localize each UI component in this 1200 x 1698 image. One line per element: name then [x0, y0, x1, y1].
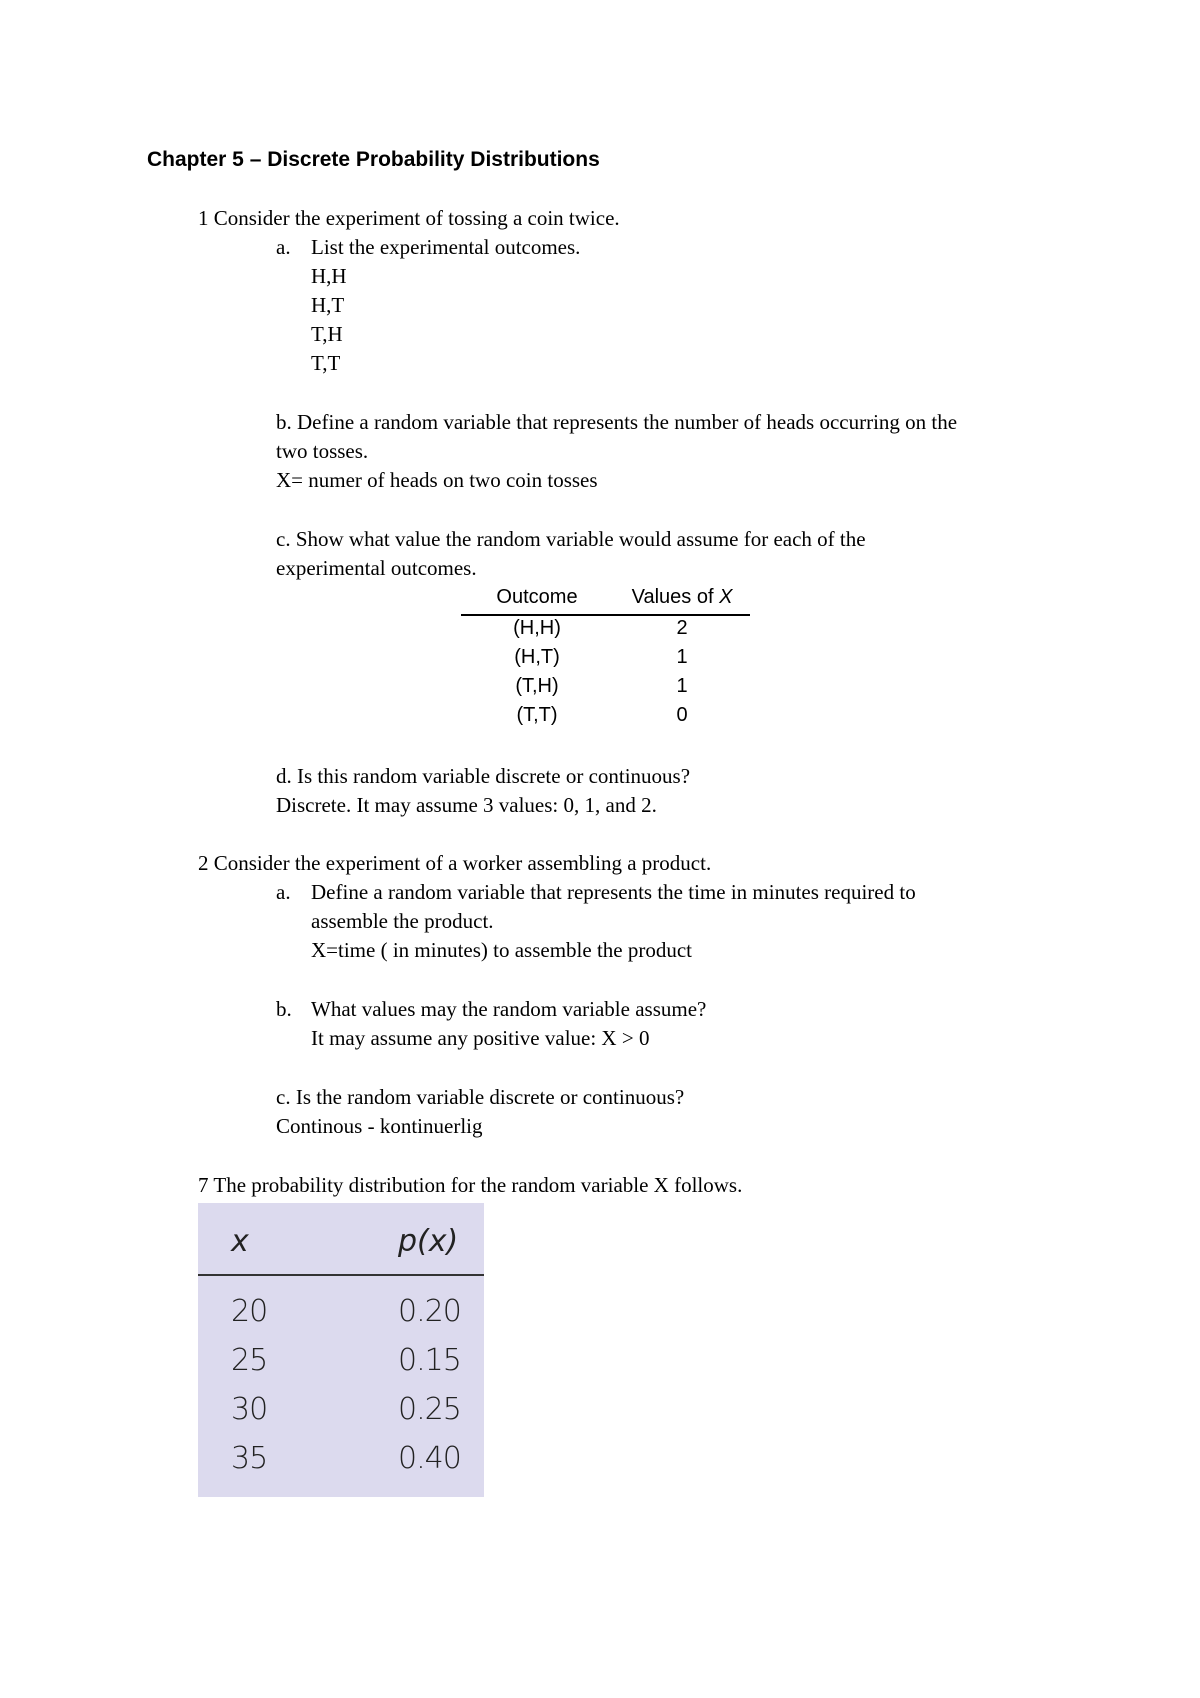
q1-outcome-4: T,T — [311, 351, 341, 375]
q1-a — [276, 235, 580, 260]
q2-c-answer: Continous - kontinuerlig — [276, 1114, 483, 1138]
outcome-table-header-rule — [461, 614, 750, 616]
probability-table-header-px: p(x) — [398, 1224, 459, 1259]
q2-a-text: Define a random variable that represents the time in minutes required to — [311, 880, 916, 904]
q2-b-answer: It may assume any positive value: X > 0 — [311, 1026, 650, 1050]
q1-prompt: 1 Consider the experiment of tossing a coin twice. — [198, 206, 620, 230]
probability-row-2-x: 25 — [231, 1343, 268, 1378]
q1-b-text: b. Define a random variable that represents the number of heads occurring on the — [276, 410, 958, 434]
probability-row-1-px: 0.20 — [398, 1294, 461, 1329]
outcome-row-3-outcome: (T,H) — [515, 675, 559, 697]
q1-b-text-2: two tosses. — [276, 439, 369, 463]
outcome-row-3-value: 1 — [676, 675, 688, 697]
probability-table-header-x: x — [231, 1224, 249, 1259]
outcome-row-1-value: 2 — [676, 617, 688, 639]
outcome-row-2-value: 1 — [676, 646, 688, 668]
q2-a-marker: a. — [276, 880, 291, 904]
outcome-table-header-values — [614, 586, 750, 609]
probability-row-3-x: 30 — [231, 1392, 268, 1427]
q1-d-answer: Discrete. It may assume 3 values: 0, 1, and 2. — [276, 793, 657, 817]
probability-table-header-rule — [198, 1274, 484, 1276]
probability-row-4-x: 35 — [231, 1441, 268, 1476]
q1-c-text: c. Show what value the random variable would assume for each of the — [276, 527, 866, 551]
q2-a-answer: X=time ( in minutes) to assemble the product — [311, 938, 693, 962]
values-header-prefix: Values of — [631, 586, 720, 608]
q7-prompt: 7 The probability distribution for the random variable X follows. — [198, 1173, 743, 1197]
outcome-row-4-value: 0 — [676, 704, 688, 726]
q2-b-marker: b. — [276, 997, 292, 1021]
q1-outcome-2: H,T — [311, 293, 345, 317]
q2-c-text: c. Is the random variable discrete or continuous? — [276, 1085, 685, 1109]
outcome-row-2-outcome: (H,T) — [514, 646, 560, 668]
q1-outcome-1: H,H — [311, 264, 347, 288]
probability-row-3-px: 0.25 — [398, 1392, 461, 1427]
q1-b-answer: X= numer of heads on two coin tosses — [276, 468, 598, 492]
q1-a-text: List the experimental outcomes. — [311, 235, 581, 259]
q2-a — [276, 880, 916, 905]
outcome-table-header-outcome: Outcome — [496, 586, 578, 608]
q2-b-text: What values may the random variable assume? — [311, 997, 707, 1021]
q1-d-text: d. Is this random variable discrete or continuous? — [276, 764, 691, 788]
q1-c-text-2: experimental outcomes. — [276, 556, 477, 580]
outcome-row-1-outcome: (H,H) — [513, 617, 561, 639]
probability-row-1-x: 20 — [231, 1294, 268, 1329]
probability-row-2-px: 0.15 — [398, 1343, 461, 1378]
q2-b — [276, 997, 706, 1022]
values-header-var: X — [719, 586, 733, 608]
probability-row-4-px: 0.40 — [398, 1441, 461, 1476]
q1-outcome-3: T,H — [311, 322, 343, 346]
q2-a-text-2: assemble the product. — [311, 909, 494, 933]
q1-a-marker: a. — [276, 235, 291, 259]
page-title: Chapter 5 – Discrete Probability Distributions — [147, 148, 600, 171]
q2-prompt: 2 Consider the experiment of a worker assembling a product. — [198, 851, 712, 875]
outcome-row-4-outcome: (T,T) — [516, 704, 558, 726]
